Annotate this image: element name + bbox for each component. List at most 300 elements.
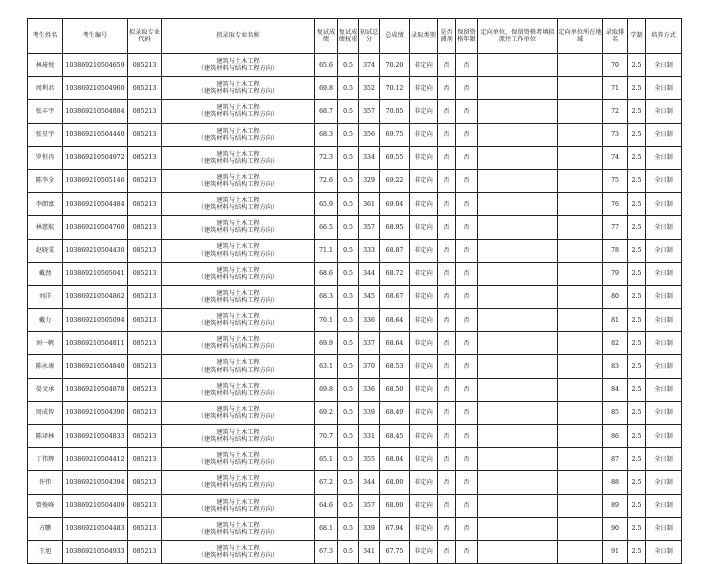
cell-unit (478, 332, 558, 355)
cell-retain: 否 (456, 239, 478, 262)
cell-total: 69.04 (380, 193, 410, 216)
cell-retest: 65.6 (315, 54, 338, 77)
cell-code: 085213 (128, 285, 162, 308)
cell-unit (478, 378, 558, 401)
cell-years: 2.5 (628, 332, 646, 355)
cell-name: 刘一帆 (28, 332, 63, 355)
cell-id: 103869210504811 (63, 332, 128, 355)
cell-category: 非定向 (410, 77, 438, 100)
cell-years: 2.5 (628, 123, 646, 146)
major-line-2: （建筑材料与结构工程方向） (197, 111, 279, 119)
cell-rank: 85 (603, 401, 628, 424)
cell-unit (478, 193, 558, 216)
cell-region (558, 216, 603, 239)
cell-mode: 全日制 (646, 216, 682, 239)
major-line-2: （建筑材料与结构工程方向） (197, 343, 279, 351)
cell-initial: 345 (359, 285, 380, 308)
major-line-1: 建筑与土木工程 (216, 405, 260, 413)
cell-major (162, 378, 315, 401)
cell-retest: 65.1 (315, 448, 338, 471)
table-row (28, 169, 682, 192)
cell-region (558, 517, 603, 540)
cell-major (162, 285, 315, 308)
cell-code: 085213 (128, 54, 162, 77)
major-line-1: 建筑与土木工程 (216, 173, 260, 181)
cell-category: 非定向 (410, 448, 438, 471)
cell-total: 68.87 (380, 239, 410, 262)
cell-rank: 88 (603, 471, 628, 494)
cell-code: 085213 (128, 169, 162, 192)
header-rank: 录取排名 (603, 19, 628, 54)
cell-mode: 全日制 (646, 54, 682, 77)
cell-years: 2.5 (628, 448, 646, 471)
cell-total: 68.04 (380, 448, 410, 471)
cell-mode: 全日制 (646, 471, 682, 494)
cell-rank: 71 (603, 77, 628, 100)
cell-adjust: 否 (438, 169, 456, 192)
cell-category: 非定向 (410, 425, 438, 448)
cell-code: 085213 (128, 448, 162, 471)
cell-weight: 0.5 (338, 332, 359, 355)
cell-adjust: 否 (438, 401, 456, 424)
cell-retest: 66.5 (315, 216, 338, 239)
cell-region (558, 540, 603, 563)
cell-id: 103869210504862 (63, 285, 128, 308)
cell-weight: 0.5 (338, 54, 359, 77)
cell-major (162, 471, 315, 494)
cell-adjust: 否 (438, 517, 456, 540)
major-line-1: 建筑与土木工程 (216, 104, 260, 112)
cell-adjust: 否 (438, 448, 456, 471)
cell-retain: 否 (456, 77, 478, 100)
cell-category: 非定向 (410, 285, 438, 308)
cell-years: 2.5 (628, 146, 646, 169)
cell-mode: 全日制 (646, 540, 682, 563)
table-row (28, 77, 682, 100)
cell-region (558, 471, 603, 494)
cell-retain: 否 (456, 123, 478, 146)
cell-total: 68.95 (380, 216, 410, 239)
cell-adjust: 否 (438, 239, 456, 262)
cell-adjust: 否 (438, 355, 456, 378)
cell-weight: 0.5 (338, 146, 359, 169)
cell-years: 2.5 (628, 285, 646, 308)
cell-mode: 全日制 (646, 378, 682, 401)
table-row (28, 146, 682, 169)
cell-id: 103869210504884 (63, 100, 128, 123)
cell-retain: 否 (456, 193, 478, 216)
cell-weight: 0.5 (338, 401, 359, 424)
cell-major (162, 355, 315, 378)
cell-category: 非定向 (410, 100, 438, 123)
cell-total: 68.00 (380, 471, 410, 494)
cell-id: 103869210505041 (63, 262, 128, 285)
cell-retain: 否 (456, 332, 478, 355)
cell-retest: 70.7 (315, 425, 338, 448)
cell-region (558, 54, 603, 77)
cell-initial: 356 (359, 123, 380, 146)
cell-region (558, 355, 603, 378)
cell-rank: 82 (603, 332, 628, 355)
cell-id: 103869210504833 (63, 425, 128, 448)
cell-rank: 79 (603, 262, 628, 285)
major-line-1: 建筑与土木工程 (216, 544, 260, 552)
cell-code: 085213 (128, 77, 162, 100)
header-major: 拟录取专业名称 (162, 19, 315, 54)
cell-total: 70.20 (380, 54, 410, 77)
cell-unit (478, 146, 558, 169)
cell-mode: 全日制 (646, 517, 682, 540)
cell-category: 非定向 (410, 216, 438, 239)
cell-category: 非定向 (410, 494, 438, 517)
cell-id: 103869210504394 (63, 471, 128, 494)
cell-major (162, 262, 315, 285)
cell-unit (478, 285, 558, 308)
major-line-2: （建筑材料与结构工程方向） (197, 65, 279, 73)
cell-rank: 90 (603, 517, 628, 540)
cell-name: 陈永康 (28, 355, 63, 378)
cell-id: 103869210504412 (63, 448, 128, 471)
cell-mode: 全日制 (646, 309, 682, 332)
cell-unit (478, 309, 558, 332)
table-row (28, 216, 682, 239)
cell-weight: 0.5 (338, 100, 359, 123)
cell-category: 非定向 (410, 146, 438, 169)
table-row (28, 285, 682, 308)
cell-id: 103869210504409 (63, 494, 128, 517)
major-line-2: （建筑材料与结构工程方向） (197, 412, 279, 420)
header-retest: 复试成绩 (315, 19, 338, 54)
cell-code: 085213 (128, 401, 162, 424)
cell-retain: 否 (456, 494, 478, 517)
cell-region (558, 100, 603, 123)
major-line-1: 建筑与土木工程 (216, 57, 260, 65)
cell-region (558, 285, 603, 308)
cell-major (162, 216, 315, 239)
cell-weight: 0.5 (338, 448, 359, 471)
cell-name: 张星宇 (28, 123, 63, 146)
cell-years: 2.5 (628, 517, 646, 540)
major-line-2: （建筑材料与结构工程方向） (197, 482, 279, 490)
cell-total: 68.50 (380, 378, 410, 401)
cell-initial: 336 (359, 378, 380, 401)
cell-weight: 0.5 (338, 285, 359, 308)
cell-years: 2.5 (628, 77, 646, 100)
cell-code: 085213 (128, 471, 162, 494)
cell-major (162, 239, 315, 262)
header-years: 学制 (628, 19, 646, 54)
cell-initial: 333 (359, 239, 380, 262)
cell-name: 晏文承 (28, 378, 63, 401)
cell-rank: 83 (603, 355, 628, 378)
cell-id: 103869210504484 (63, 193, 128, 216)
cell-major (162, 448, 315, 471)
cell-retain: 否 (456, 54, 478, 77)
cell-retest: 69.2 (315, 401, 338, 424)
cell-major (162, 169, 315, 192)
cell-id: 103869210505146 (63, 169, 128, 192)
cell-major (162, 332, 315, 355)
cell-unit (478, 425, 558, 448)
cell-category: 非定向 (410, 123, 438, 146)
major-line-2: （建筑材料与结构工程方向） (197, 436, 279, 444)
cell-initial: 357 (359, 100, 380, 123)
cell-code: 085213 (128, 239, 162, 262)
major-line-1: 建筑与土木工程 (216, 359, 260, 367)
cell-initial: 339 (359, 517, 380, 540)
cell-code: 085213 (128, 332, 162, 355)
cell-weight: 0.5 (338, 494, 359, 517)
cell-category: 非定向 (410, 309, 438, 332)
major-line-1: 建筑与土木工程 (216, 243, 260, 251)
cell-major (162, 123, 315, 146)
cell-years: 2.5 (628, 54, 646, 77)
cell-region (558, 262, 603, 285)
cell-id: 103869210504659 (63, 54, 128, 77)
cell-rank: 73 (603, 123, 628, 146)
table-row (28, 193, 682, 216)
cell-adjust: 否 (438, 285, 456, 308)
cell-retest: 69.8 (315, 378, 338, 401)
cell-mode: 全日制 (646, 193, 682, 216)
major-line-1: 建筑与土木工程 (216, 521, 260, 529)
cell-adjust: 否 (438, 540, 456, 563)
cell-total: 68.67 (380, 285, 410, 308)
cell-unit (478, 239, 558, 262)
cell-weight: 0.5 (338, 77, 359, 100)
cell-code: 085213 (128, 540, 162, 563)
cell-id: 103869210505094 (63, 309, 128, 332)
admission-table (27, 18, 682, 564)
cell-unit (478, 448, 558, 471)
major-line-2: （建筑材料与结构工程方向） (197, 134, 279, 142)
cell-initial: 329 (359, 169, 380, 192)
cell-name: 戴力 (28, 309, 63, 332)
cell-initial: 370 (359, 355, 380, 378)
cell-category: 非定向 (410, 355, 438, 378)
cell-unit (478, 216, 558, 239)
cell-rank: 84 (603, 378, 628, 401)
table-row (28, 471, 682, 494)
major-line-1: 建筑与土木工程 (216, 336, 260, 344)
cell-code: 085213 (128, 425, 162, 448)
cell-initial: 337 (359, 332, 380, 355)
cell-category: 非定向 (410, 262, 438, 285)
cell-code: 085213 (128, 216, 162, 239)
major-line-2: （建筑材料与结构工程方向） (197, 366, 279, 374)
header-code: 拟录取专业代码 (128, 19, 162, 54)
table-row (28, 540, 682, 563)
cell-years: 2.5 (628, 169, 646, 192)
cell-unit (478, 54, 558, 77)
cell-major (162, 146, 315, 169)
cell-adjust: 否 (438, 332, 456, 355)
major-line-2: （建筑材料与结构工程方向） (197, 157, 279, 165)
cell-unit (478, 401, 558, 424)
major-line-1: 建筑与土木工程 (216, 313, 260, 321)
cell-total: 70.12 (380, 77, 410, 100)
cell-total: 70.05 (380, 100, 410, 123)
header-id: 考生编号 (63, 19, 128, 54)
cell-major (162, 517, 315, 540)
major-line-1: 建筑与土木工程 (216, 452, 260, 460)
cell-total: 67.75 (380, 540, 410, 563)
header-weight: 复试成绩权重 (338, 19, 359, 54)
cell-region (558, 425, 603, 448)
cell-region (558, 146, 603, 169)
cell-code: 085213 (128, 193, 162, 216)
cell-initial: 357 (359, 216, 380, 239)
cell-initial: 341 (359, 540, 380, 563)
major-line-1: 建筑与土木工程 (216, 266, 260, 274)
cell-region (558, 309, 603, 332)
cell-total: 68.45 (380, 425, 410, 448)
cell-name: 王旭 (28, 540, 63, 563)
cell-name: 丁伟辉 (28, 448, 63, 471)
cell-weight: 0.5 (338, 517, 359, 540)
cell-rank: 74 (603, 146, 628, 169)
cell-major (162, 77, 315, 100)
cell-category: 非定向 (410, 540, 438, 563)
cell-code: 085213 (128, 309, 162, 332)
cell-weight: 0.5 (338, 239, 359, 262)
cell-code: 085213 (128, 123, 162, 146)
cell-retain: 否 (456, 309, 478, 332)
cell-id: 103869210504972 (63, 146, 128, 169)
cell-initial: 331 (359, 425, 380, 448)
cell-retain: 否 (456, 169, 478, 192)
cell-retain: 否 (456, 100, 478, 123)
cell-weight: 0.5 (338, 262, 359, 285)
cell-name: 许伟 (28, 471, 63, 494)
table-row (28, 239, 682, 262)
cell-retain: 否 (456, 517, 478, 540)
cell-name: 陈李全 (28, 169, 63, 192)
cell-retest: 68.1 (315, 517, 338, 540)
cell-adjust: 否 (438, 425, 456, 448)
cell-years: 2.5 (628, 355, 646, 378)
cell-years: 2.5 (628, 216, 646, 239)
cell-retest: 69.9 (315, 332, 338, 355)
cell-years: 2.5 (628, 239, 646, 262)
cell-rank: 75 (603, 169, 628, 192)
table-row (28, 262, 682, 285)
cell-total: 68.64 (380, 309, 410, 332)
cell-retain: 否 (456, 285, 478, 308)
cell-name: 周成智 (28, 401, 63, 424)
cell-retest: 69.8 (315, 77, 338, 100)
major-line-2: （建筑材料与结构工程方向） (197, 459, 279, 467)
cell-category: 非定向 (410, 401, 438, 424)
table-row (28, 494, 682, 517)
cell-mode: 全日制 (646, 146, 682, 169)
cell-id: 103869210504840 (63, 355, 128, 378)
table-row (28, 355, 682, 378)
cell-years: 2.5 (628, 471, 646, 494)
cell-code: 085213 (128, 517, 162, 540)
header-adjust: 是否调剂 (438, 19, 456, 54)
cell-category: 非定向 (410, 193, 438, 216)
cell-mode: 全日制 (646, 100, 682, 123)
cell-name: 赵晓雯 (28, 239, 63, 262)
cell-unit (478, 100, 558, 123)
cell-major (162, 401, 315, 424)
cell-initial: 334 (359, 146, 380, 169)
major-line-1: 建筑与土木工程 (216, 150, 260, 158)
major-line-2: （建筑材料与结构工程方向） (197, 296, 279, 304)
cell-years: 2.5 (628, 378, 646, 401)
cell-initial: 344 (359, 471, 380, 494)
cell-major (162, 425, 315, 448)
cell-category: 非定向 (410, 471, 438, 494)
cell-mode: 全日制 (646, 285, 682, 308)
cell-rank: 87 (603, 448, 628, 471)
cell-weight: 0.5 (338, 216, 359, 239)
cell-region (558, 193, 603, 216)
table-row (28, 517, 682, 540)
cell-weight: 0.5 (338, 355, 359, 378)
cell-total: 68.00 (380, 494, 410, 517)
cell-name: 戴劲 (28, 262, 63, 285)
cell-rank: 86 (603, 425, 628, 448)
cell-weight: 0.5 (338, 309, 359, 332)
cell-code: 085213 (128, 100, 162, 123)
cell-retest: 63.1 (315, 355, 338, 378)
cell-unit (478, 77, 558, 100)
cell-region (558, 123, 603, 146)
table-row (28, 309, 682, 332)
table-row (28, 100, 682, 123)
cell-weight: 0.5 (338, 169, 359, 192)
cell-mode: 全日制 (646, 355, 682, 378)
cell-adjust: 否 (438, 216, 456, 239)
cell-rank: 91 (603, 540, 628, 563)
table-row (28, 401, 682, 424)
cell-id: 103869210504878 (63, 378, 128, 401)
cell-adjust: 否 (438, 309, 456, 332)
cell-region (558, 332, 603, 355)
cell-initial: 339 (359, 401, 380, 424)
cell-retest: 67.3 (315, 540, 338, 563)
cell-retest: 65.9 (315, 193, 338, 216)
cell-major (162, 309, 315, 332)
cell-category: 非定向 (410, 54, 438, 77)
cell-retain: 否 (456, 146, 478, 169)
cell-initial: 352 (359, 77, 380, 100)
header-category: 录取类别 (410, 19, 438, 54)
cell-total: 67.94 (380, 517, 410, 540)
table-row (28, 378, 682, 401)
cell-unit (478, 540, 558, 563)
cell-rank: 77 (603, 216, 628, 239)
cell-retain: 否 (456, 401, 478, 424)
cell-retest: 70.1 (315, 309, 338, 332)
cell-major (162, 193, 315, 216)
cell-total: 68.64 (380, 332, 410, 355)
cell-category: 非定向 (410, 169, 438, 192)
cell-name: 周利君 (28, 77, 63, 100)
cell-major (162, 494, 315, 517)
cell-major (162, 100, 315, 123)
cell-adjust: 否 (438, 494, 456, 517)
major-line-1: 建筑与土木工程 (216, 428, 260, 436)
header-region: 定向单位所在地域 (558, 19, 603, 54)
cell-adjust: 否 (438, 262, 456, 285)
cell-years: 2.5 (628, 193, 646, 216)
header-unit: 定向单位、保留资格者填拟派往工作单位 (478, 19, 558, 54)
cell-retain: 否 (456, 378, 478, 401)
cell-name: 罗恒冉 (28, 146, 63, 169)
